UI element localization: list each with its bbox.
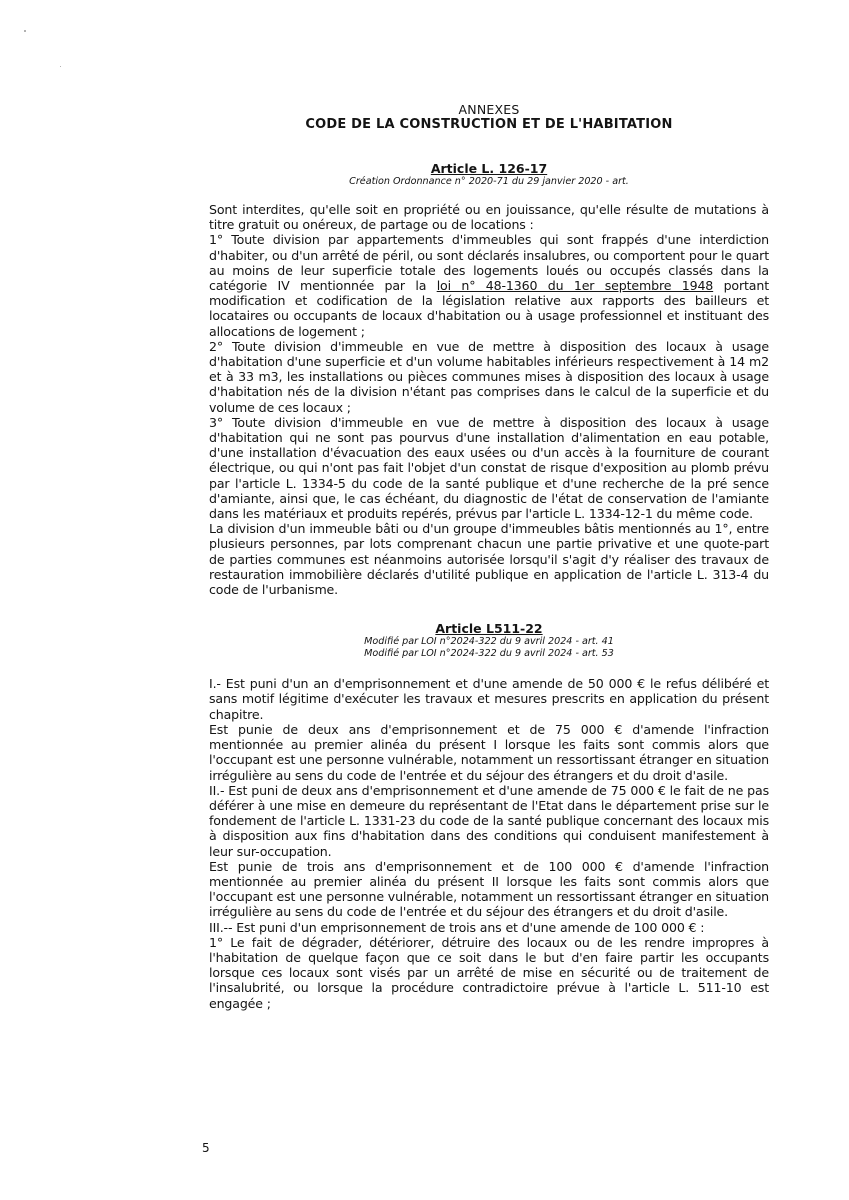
- article-l511-22-meta: Modifié par LOI n°2024-322 du 9 avril 2024 - art. 41: [364, 636, 614, 648]
- article-126-17-meta: Création Ordonnance n° 2020-71 du 29 janvier 2020 - art.: [349, 176, 629, 187]
- article-126-17-body: [209, 202, 769, 597]
- article-l511-22-title: Article L511-22: [435, 621, 543, 637]
- paragraph: Est punie de deux ans d'emprisonnement et de 75 000 € d'amende l'infraction mentionnée au premier alinéa du présent I lorsque les faits sont commis alors que l'occupant est une personne vulnérable, notamment un ressortissant étranger en situation irrégulière au sens du code de l'entrée et du séjour des étrangers et du droit d'asile.: [209, 721, 770, 783]
- document-content: [209, 102, 769, 1011]
- annexes-heading: ANNEXES: [458, 102, 520, 117]
- article-l511-22-body: [209, 676, 769, 1010]
- code-title: CODE DE LA CONSTRUCTION ET DE L'HABITATION: [305, 117, 673, 132]
- paragraph-text: 1° Toute division par appartements d'immeubles qui sont frappés d'une interdiction d'habiter, ou d'un arrêté de péril, ou sont déclarés insalubres, ou comportent pour le quart au moins de leur superficie totale des logements loués ou occupés classés dans la catégorie IV mentionnée par la: [209, 232, 769, 294]
- paragraph: I.- Est puni d'un an d'emprisonnement et d'une amende de 50 000 € le refus délibéré et sans motif légitime d'exécuter les travaux et mesures prescrits en application du présent chapitre.: [209, 676, 769, 722]
- paragraph: [209, 232, 769, 338]
- paragraph: 2° Toute division d'immeuble en vue de mettre à disposition des locaux à usage d'habitation d'une superficie et d'un volume habitables inférieurs respectivement à 14 m2 et à 33 m3, les installations ou pièces communes mises à disposition des locaux à usage d'habitation nés de la division n'étant pas comprises dans le calcul de la superficie et du volume de ces locaux ;: [209, 338, 769, 415]
- page-number: 5: [202, 1141, 210, 1155]
- law-reference-link[interactable]: loi n° 48-1360 du 1er septembre 1948: [436, 278, 714, 294]
- paragraph: II.- Est puni de deux ans d'emprisonnement et d'une amende de 75 000 € le fait de ne pas déférer à une mise en demeure du représentant de l'Etat dans le département prise sur le fondement de l'article L. 1331-23 du code de la santé publique concernant des locaux mis à disposition aux fins d'habitation dans des conditions qui conduisent manifestement à leur sur-occupation.: [209, 782, 769, 859]
- article-l511-22-meta: Modifié par LOI n°2024-322 du 9 avril 2024 - art. 53: [364, 648, 614, 660]
- paragraph: III.-- Est puni d'un emprisonnement de trois ans et d'une amende de 100 000 € :: [209, 919, 705, 935]
- paragraph: 3° Toute division d'immeuble en vue de mettre à disposition des locaux à usage d'habitation qui ne sont pas pourvus d'une installation d'alimentation en eau potable, d'une installation d'évacuation des eaux usées ou d'un accès à la fourniture de courant électrique, ou qui n'ont pas fait l'objet d'un constat de risque d'exposition au plomb prévu par l'article L. 1334-5 du code de la santé publique et d'une recherche de la pré sence d'amiante, ainsi que, le cas échéant, du diagnostic de l'état de conservation de l'amiante dans les matériaux et produits repérés, prévus par l'article L. 1334-12-1 du même code.: [209, 414, 769, 522]
- paragraph: 1° Le fait de dégrader, détériorer, détruire des locaux ou de les rendre impropres à l'habitation de quelque façon que ce soit dans le but d'en faire partir les occupants lorsque ces locaux sont visés par un arrêté de mise en sécurité ou de traitement de l'insalubrité, ou lorsque la procédure contradictoire prévue à l'article L. 511-10 est engagée ;: [209, 934, 769, 1011]
- paragraph: Sont interdites, qu'elle soit en propriété ou en jouissance, qu'elle résulte de mutations à titre gratuit ou onéreux, de partage ou de locations :: [209, 202, 769, 233]
- paragraph: Est punie de trois ans d'emprisonnement et de 100 000 € d'amende l'infraction mentionnée au premier alinéa du présent II lorsque les faits sont commis alors que l'occupant est une personne vulnérable, notamment un ressortissant étranger en situation irrégulière au sens du code de l'entrée et du séjour des étrangers et du droit d'asile.: [209, 858, 770, 920]
- paragraph: La division d'un immeuble bâti ou d'un groupe d'immeubles bâtis mentionnés au 1°, entre plusieurs personnes, par lots comprenant chacun une partie privative et une quote-part de parties communes est néanmoins autorisée lorsqu'il s'agit d'y réaliser des travaux de restauration immobilière déclarés d'utilité publique en application de l'article L. 313-4 du code de l'urbanisme.: [209, 521, 769, 598]
- scan-speck: [24, 30, 26, 32]
- article-126-17-title: Article L. 126-17: [430, 161, 548, 176]
- scan-speck: [60, 66, 61, 67]
- paragraph-text: portant modification et codification de la législation relative aux rapports des bailleurs et locataires ou occupants de locaux d'habitation ou à usage professionnel et instituant des allocations de logement ;: [209, 278, 769, 339]
